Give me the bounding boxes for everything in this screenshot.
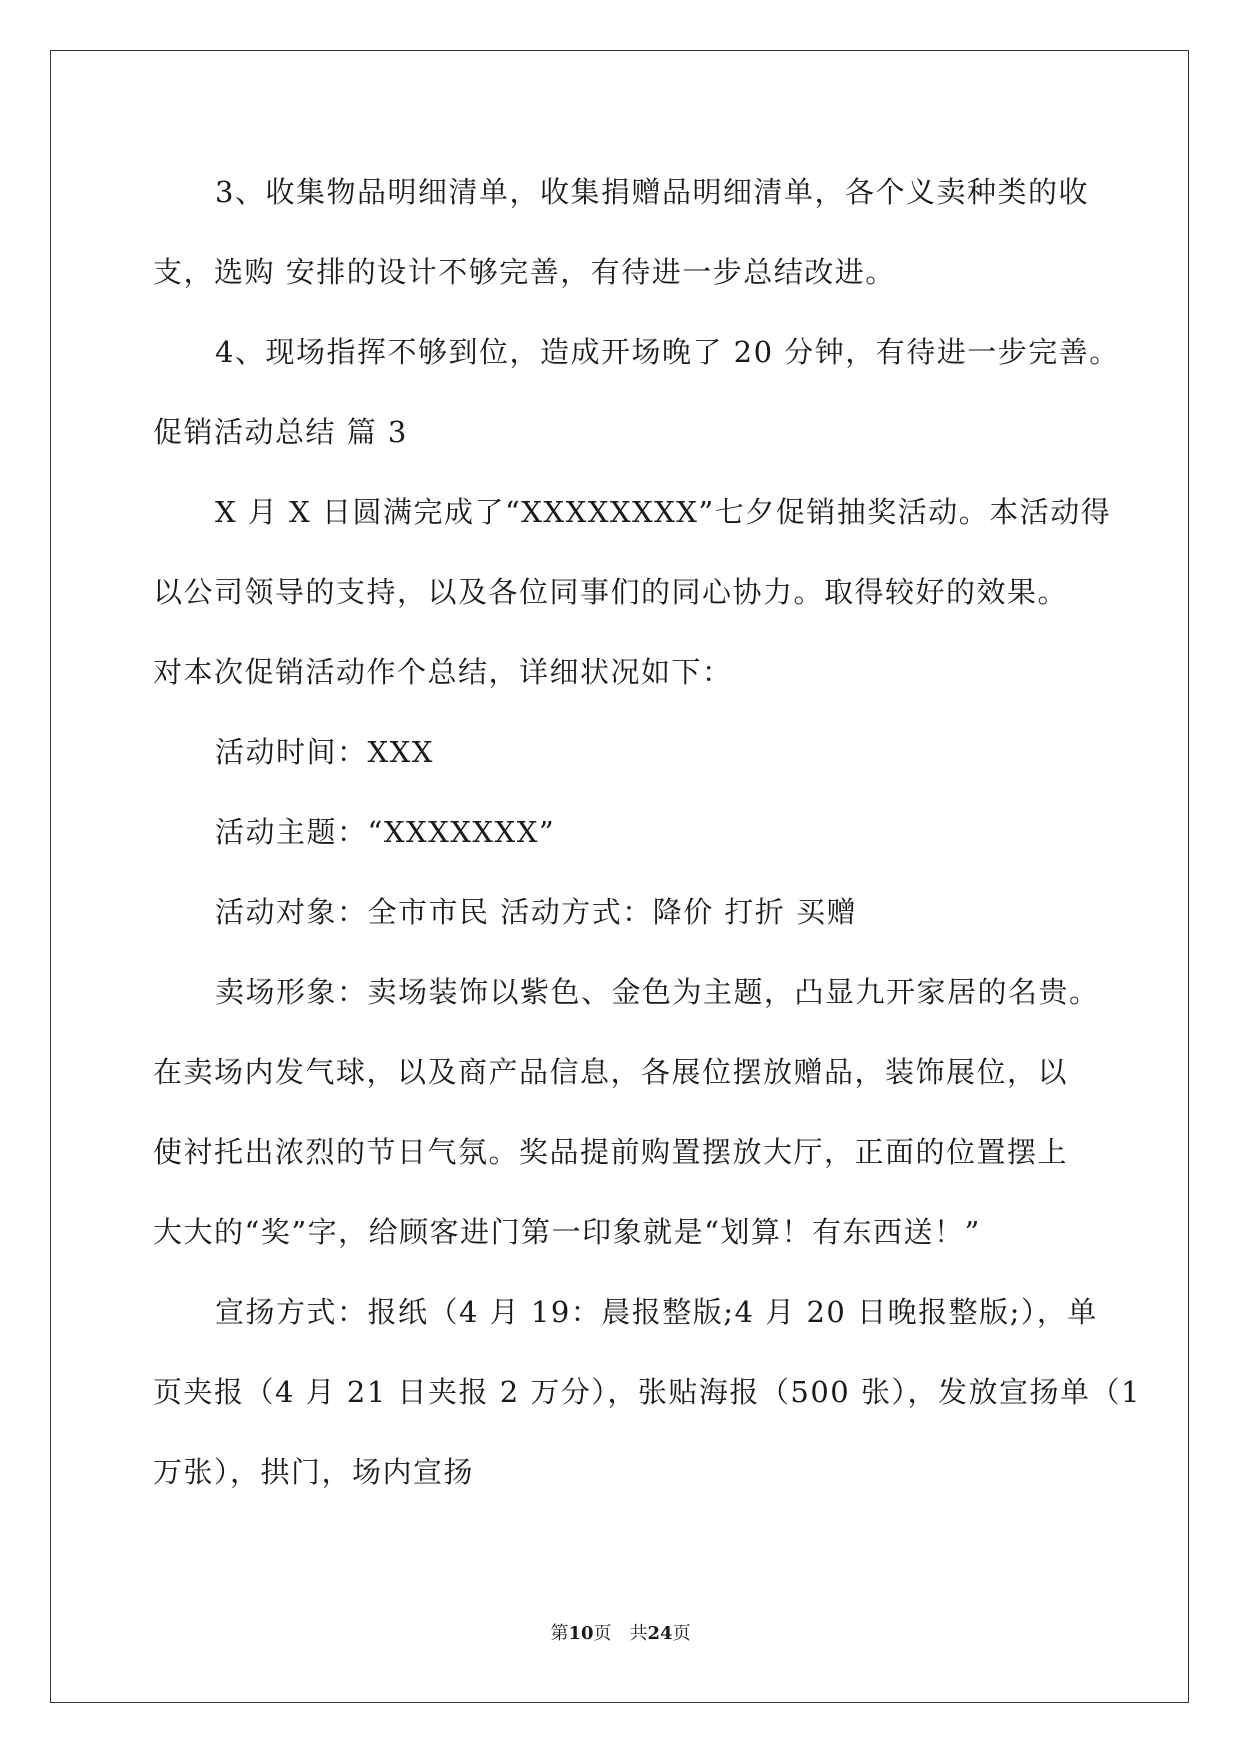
paragraph-line: 在卖场内发气球，以及商产品信息，各展位摆放赠品，装饰展位，以	[153, 1055, 1069, 1089]
paragraph-line: 页夹报（4 月 21 日夹报 2 万分），张贴海报（500 张），发放宣扬单（1	[153, 1375, 1141, 1409]
paragraph-line: 对本次促销活动作个总结，详细状况如下：	[153, 655, 733, 689]
paragraph-line: 3、收集物品明细清单，收集捐赠品明细清单，各个义卖种类的收	[215, 175, 1089, 209]
paragraph-line: 以公司领导的支持，以及各位同事们的同心协力。取得较好的效果。	[153, 575, 1069, 609]
section-heading: 促销活动总结 篇 3	[153, 415, 408, 449]
paragraph-line: 万张），拱门，场内宣扬	[153, 1455, 475, 1489]
paragraph-line: 大大的“奖”字，给顾客进门第一印象就是“划算！有东西送！”	[153, 1215, 981, 1249]
paragraph-line: 卖场形象：卖场装饰以紫色、金色为主题，凸显九开家居的名贵。	[215, 975, 1100, 1009]
paragraph-line: 活动主题：“XXXXXXX”	[215, 815, 556, 849]
total-suffix: 页	[672, 1623, 691, 1644]
page-prefix: 第	[550, 1623, 569, 1644]
paragraph-line: 4、现场指挥不够到位，造成开场晚了 20 分钟，有待进一步完善。	[215, 335, 1120, 369]
page-total: 24	[647, 1623, 673, 1644]
page-footer	[0, 1622, 1241, 1646]
paragraph-line: 活动时间：XXX	[215, 735, 434, 769]
paragraph-line: 支，选购 安排的设计不够完善，有待进一步总结改进。	[153, 255, 896, 289]
page-suffix: 页	[593, 1623, 612, 1644]
paragraph-line: 活动对象：全市市民 活动方式：降价 打折 买赠	[215, 895, 858, 929]
paragraph-line: 使衬托出浓烈的节日气氛。奖品提前购置摆放大厅，正面的位置摆上	[153, 1135, 1069, 1169]
paragraph-line: 宣扬方式：报纸（4 月 19：晨报整版;4 月 20 日晚报整版;），单	[215, 1295, 1098, 1329]
total-prefix: 共	[629, 1623, 648, 1644]
paragraph-line: X 月 X 日圆满完成了“XXXXXXXX”七夕促销抽奖活动。本活动得	[215, 495, 1112, 529]
page-current: 10	[568, 1623, 594, 1644]
